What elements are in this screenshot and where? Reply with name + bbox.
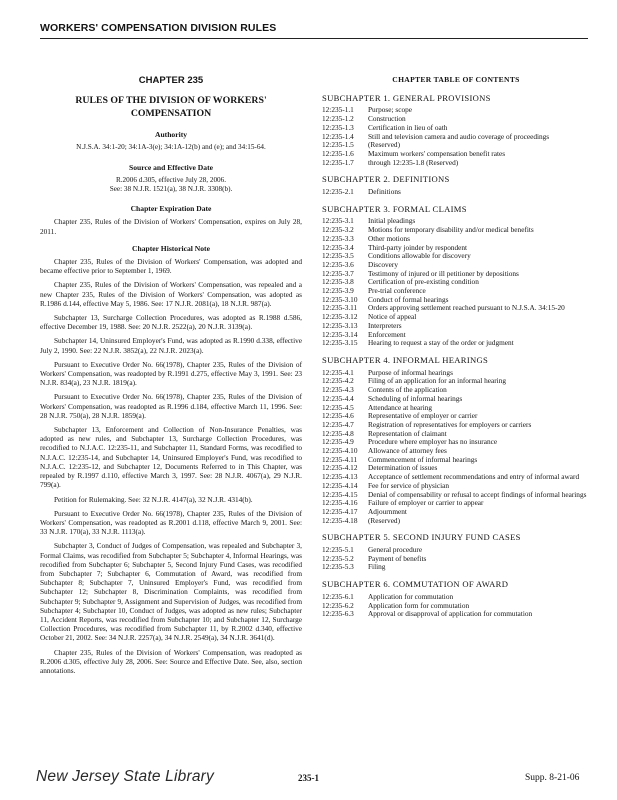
subchapter-heading: SUBCHAPTER 6. COMMUTATION OF AWARD [322,579,509,590]
source-heading: Source and Effective Date [128,162,213,172]
section-title: through 12:235-1.8 (Reserved) [368,157,459,167]
section-title: Failure of employer or carrier to appear [368,498,484,508]
section-title: Attendance at hearing [368,402,433,412]
section-number: 12:235-4.11 [322,454,358,464]
section-number: 12:235-4.6 [322,411,354,421]
section-number: 12:235-3.12 [322,312,358,322]
section-number: 12:235-4.15 [322,489,358,499]
section-number: 12:235-3.9 [322,286,354,296]
section-title: (Reserved) [368,140,401,150]
section-number: 12:235-5.2 [322,553,354,563]
section-number: 12:235-3.1 [322,216,354,226]
section-title: Pre-trial conference [368,286,426,296]
section-title: Testimony of injured or ill petitioner by depositions [368,268,519,278]
section-title: Construction [368,114,406,124]
section-number: 12:235-3.10 [322,294,358,304]
supplement-date: Supp. 8-21-06 [525,773,580,783]
section-title: Certification in lieu of oath [368,122,448,132]
toc-entry [322,106,590,115]
toc-entry [322,563,590,572]
section-number: 12:235-3.6 [322,259,354,269]
section-title: Contents of the application [368,385,447,395]
section-title: Purpose of informal hearings [368,367,453,377]
section-number: 12:235-2.1 [322,187,354,197]
header-rule [40,38,588,39]
toc-entry [322,304,590,313]
toc-entry [322,115,590,124]
toc-entry [322,610,590,619]
expiration-heading: Chapter Expiration Date [130,204,212,214]
historical-note [40,257,302,675]
section-title: (Reserved) [368,515,401,525]
section-title: Motions for temporary disability and/or medical benefits [368,225,534,235]
section-title: Conditions allowable for discovery [368,251,471,261]
toc-entry [322,278,590,287]
section-number: 12:235-4.9 [322,437,354,447]
toc-entry [322,159,590,168]
running-head: WORKERS' COMPENSATION DIVISION RULES [40,22,277,34]
section-title: Procedure where employer has no insurance [368,437,498,447]
authority-text: N.J.S.A. 34:1-20; 34:1A-3(e); 34:1A-12(b) and (e); and 34:15-64. [76,143,266,152]
section-title: Acceptance of settlement recommendations and entry of informal award [368,472,580,482]
section-title: Approval or disapproval of application for commutation [368,609,533,619]
left-column [40,76,302,680]
section-title: General procedure [368,545,423,555]
toc-entry [322,473,590,482]
section-title: Enforcement [368,329,406,339]
section-number: 12:235-3.11 [322,303,358,313]
subchapter-heading: SUBCHAPTER 1. GENERAL PROVISIONS [322,92,491,103]
source-line: See: 38 N.J.R. 1521(a), 38 N.J.R. 3308(b). [109,185,233,194]
section-number: 12:235-3.4 [322,242,354,252]
history-paragraph: Subchapter 3, Conduct of Judges of Compensation, was repealed and Subchapter 3, Formal Claims, was recodified from Subchapter 5; Subchapter 4, Informal Hearings, was recodified from Subchapter 6; Subchapter 5, Second Injury Fund Cases, was recodified from Subchapter 7; Subchapter 6, Commutation of Award, was recodified from Subchapter 8; Subchapter 7, Uninsured Employer's Fund, was recodified from Subchapter 12; Subchapter 8, Discrimination Complaints, was recodified from Subchapter 9; Subchapter 9, Assignment and Supervision of Judges, was recodified from Subchapter 4; Subchapter 10, Conduct of Judges, was adopted as new rules; Subchapter 11, Accident Reports, was recodified from Subchapter 10; and Subchapter 12, Surcharge Collection Procedures, was recodified from Subchapter 11, by R.2002 d.340, effective October 21, 2002. See: 34 N.J.R. 2257(a), 34 N.J.R. 2549(a), 34 N.J.R. 3641(d). [40,541,302,643]
section-title: Purpose; scope [368,105,412,115]
history-paragraph: Chapter 235, Rules of the Division of Workers' Compensation, was adopted and became effective prior to September 1, 1969. [40,257,302,276]
history-paragraph: Petition for Rulemaking. See: 32 N.J.R. 4147(a), 32 N.J.R. 4314(b). [54,494,253,504]
section-number: 12:235-4.16 [322,498,358,508]
section-title: Third-party joinder by respondent [368,242,468,252]
history-paragraph: Chapter 235, Rules of the Division of Workers' Compensation, was readopted as R.2006 d.305, effective July 28, 2006. See: Source and Effective Date. See, also, section annotations. [40,647,302,675]
section-title: Other motions [368,233,410,243]
section-number: 12:235-4.10 [322,446,358,456]
section-title: Notice of appeal [368,312,417,322]
toc-entry [322,322,590,331]
table-of-contents [322,76,590,619]
section-title: Interpreters [368,320,402,330]
section-number: 12:235-4.5 [322,402,354,412]
section-title: Discovery [368,259,398,269]
section-title: Hearing to request a stay of the order or judgment [368,338,514,348]
section-number: 12:235-1.1 [322,105,354,115]
section-number: 12:235-3.5 [322,251,354,261]
section-title: Adjournment [368,506,407,516]
toc-entry [322,395,590,404]
library-watermark: New Jersey State Library [36,768,214,785]
section-number: 12:235-4.13 [322,472,358,482]
toc-body [322,94,590,619]
section-number: 12:235-1.4 [322,131,354,141]
section-title: Denial of compensability or refusal to accept findings of informal hearings [368,489,587,499]
toc-entry [322,555,590,564]
toc-entry [322,438,590,447]
section-number: 12:235-4.4 [322,393,354,403]
section-title: Conduct of formal hearings [368,294,449,304]
history-paragraph: Pursuant to Executive Order No. 66(1978), Chapter 235, Rules of the Division of Workers' Compensation, was readopted as R.1996 d.184, effective March 11, 1996. See: 28 N.J.R. 750(a), 28 N.J.R. 1859(a). [40,392,302,420]
section-title: Allowance of attorney fees [368,446,447,456]
section-title: Filing of an application for an informal hearing [368,376,506,386]
section-title: Filing [368,562,386,572]
chapter-number: CHAPTER 235 [138,75,204,86]
toc-entry [322,313,590,322]
section-number: 12:235-4.1 [322,367,354,377]
section-number: 12:235-6.2 [322,600,354,610]
toc-heading: CHAPTER TABLE OF CONTENTS [392,75,520,84]
section-number: 12:235-4.2 [322,376,354,386]
section-number: 12:235-1.5 [322,140,354,150]
section-number: 12:235-4.12 [322,463,358,473]
subchapter-heading: SUBCHAPTER 3. FORMAL CLAIMS [322,203,467,214]
section-number: 12:235-4.7 [322,419,354,429]
section-title: Fee for service of physician [368,480,450,490]
page-number: 235-1 [298,773,319,783]
section-number: 12:235-4.17 [322,506,358,516]
section-number: 12:235-5.1 [322,545,354,555]
section-number: 12:235-4.14 [322,480,358,490]
source-line: R.2006 d.305, effective July 28, 2006. [115,175,227,184]
section-number: 12:235-6.1 [322,591,354,601]
toc-entry [322,133,590,142]
section-number: 12:235-6.3 [322,609,354,619]
toc-entry [322,188,590,197]
section-title: Scheduling of informal hearings [368,393,463,403]
section-title: Representation of claimant [368,428,447,438]
toc-entry [322,421,590,430]
expiration-text: Chapter 235, Rules of the Division of Workers' Compensation, expires on July 28, 2011. [40,217,302,236]
toc-entry [322,508,590,517]
history-paragraph: Subchapter 13, Enforcement and Collection of Non-Insurance Penalties, was adopted as new rules, and Subchapter 13, Surcharge Collection Procedures, was recodified to N.J.A.C. 12:235-11, and Subchapter 11, Standard Forms, was recodified to N.J.A.C. 12:235-14, and Subchapter 14, Uninsured Employer's Fund, was recodified to N.J.A.C. 12:235-12, and Subchapter 12, Documents Referred to in This Chapter, was repealed by R.1997 d.110, effective March 3, 1997. See: 28 N.J.R. 4067(a), 29 N.J.R. 799(a). [40,425,302,490]
toc-entry [322,499,590,508]
toc-entry [322,546,590,555]
toc-entry [322,226,590,235]
subchapter-heading: SUBCHAPTER 4. INFORMAL HEARINGS [322,354,489,365]
subchapter-heading: SUBCHAPTER 2. DEFINITIONS [322,174,450,185]
section-title: Application form for commutation [368,600,470,610]
history-paragraph: Chapter 235, Rules of the Division of Workers' Compensation, was repealed and a new Chapter 235, Rules of the Division of Workers' Compensation, was adopted as R.1986 d.144, effective May 5, 1986. See: 17 N.J.R. 2081(a), 18 N.J.R. 987(a). [40,280,302,308]
toc-entry [322,517,590,526]
chapter-title: RULES OF THE DIVISION OF WORKERS' COMPENSATION [75,95,267,119]
section-title: Determination of issues [368,463,438,473]
section-title: Payment of benefits [368,553,427,563]
subchapter-heading: SUBCHAPTER 5. SECOND INJURY FUND CASES [322,532,521,543]
section-number: 12:235-3.15 [322,338,358,348]
toc-entry [322,377,590,386]
section-title: Representative of employer or carrier [368,411,478,421]
section-title: Definitions [368,187,401,197]
section-number: 12:235-5.3 [322,562,354,572]
historical-note-heading: Chapter Historical Note [132,243,210,253]
section-number: 12:235-1.7 [322,157,354,167]
toc-entry [322,456,590,465]
section-number: 12:235-4.3 [322,385,354,395]
section-number: 12:235-1.2 [322,114,354,124]
toc-entry [322,287,590,296]
section-title: Orders approving settlement reached pursuant to N.J.S.A. 34:15-20 [368,303,565,313]
section-number: 12:235-1.6 [322,148,354,158]
section-number: 12:235-4.18 [322,515,358,525]
section-title: Maximum workers' compensation benefit rates [368,148,506,158]
section-title: Still and television camera and audio coverage of proceedings [368,131,550,141]
toc-entry [322,339,590,348]
history-paragraph: Subchapter 14, Uninsured Employer's Fund, was adopted as R.1990 d.338, effective July 2, 1990. See: 22 N.J.R. 3852(a), 22 N.J.R. 2023(a). [40,336,302,355]
section-number: 12:235-4.8 [322,428,354,438]
section-number: 12:235-3.3 [322,233,354,243]
section-title: Commencement of informal hearings [368,454,478,464]
authority-heading: Authority [154,130,188,140]
section-number: 12:235-3.7 [322,268,354,278]
section-title: Certification of pre-existing condition [368,277,479,287]
section-title: Application for commutation [368,591,454,601]
history-paragraph: Pursuant to Executive Order No. 66(1978), Chapter 235, Rules of the Division of Workers' Compensation, was readopted as R.2001 d.118, effective March 9, 2001. See: 33 N.J.R. 170(a), 33 N.J.R. 1113(a). [40,508,302,537]
history-paragraph: Pursuant to Executive Order No. 66(1978), Chapter 235, Rules of the Division of Workers' Compensation, was readopted by R.1991 d.275, effective May 3, 1991. See: 23 N.J.R. 834(a), 23 N.J.R. 1819(a). [40,359,302,388]
section-number: 12:235-3.2 [322,225,354,235]
section-number: 12:235-3.8 [322,277,354,287]
section-number: 12:235-3.13 [322,320,358,330]
section-number: 12:235-1.3 [322,122,354,132]
section-title: Registration of representatives for employers or carriers [368,419,532,429]
section-number: 12:235-3.14 [322,329,358,339]
toc-entry [322,252,590,261]
section-title: Initial pleadings [368,216,416,226]
history-paragraph: Subchapter 13, Surcharge Collection Procedures, was adopted as R.1988 d.586, effective December 19, 1988. See: 20 N.J.R. 2522(a), 20 N.J.R. 3139(a). [40,313,302,332]
